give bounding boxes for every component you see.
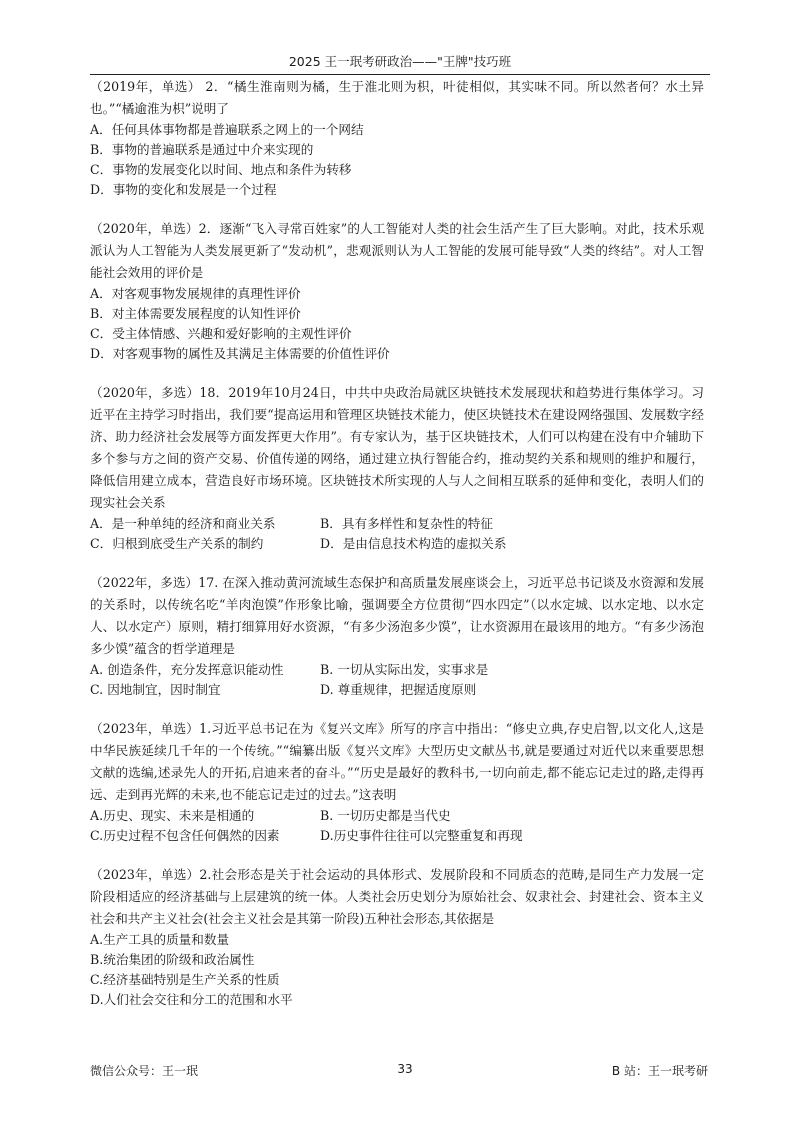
question-stem: （2022年，多选）17. 在深入推动黄河流域生态保护和高质量发展座谈会上，习近平总书记谈及水资源和发展的关系时，以传统名吃“羊肉泡馍”作形象比喻，强调要全方位贯彻“四水四定”（以水定城、以水定地、以水定人、以水定产）原则，精打细算用好水资源，“有多少汤泡多少馍”，让水资源用在最该用的地方。“有多少汤泡多少馍”蕴含的哲学道理是 [90,575,704,656]
page-footer [90,1062,708,1079]
page-number: 33 [397,1062,413,1076]
question-stem: （2023年，单选）1.习近平总书记在为《复兴文库》所写的序言中指出：“修史立典,存史启智,以文化人,这是中华民族延续几千年的一个传统。”“编纂出版《复兴文库》大型历史文献丛书,就是要通过对近代以来重要思想文献的选编,述录先人的开拓,启迪来者的奋斗。”“历史是最好的教科书,一切向前走,都不能忘记走过的路,走得再远、走到再光辉的未来,也不能忘记走过的过去。”这表明 [90,721,704,802]
option-d: D.历史事件往往可以完整重复和再现 [320,828,523,843]
option-a: A．任何具体事物都是普遍联系之网上的一个网结 [90,122,364,137]
option-row [90,514,704,534]
question-3 [90,382,704,554]
option-row [90,660,704,680]
question-1 [90,76,704,200]
option-row [90,806,704,826]
option-d: D．事物的变化和发展是一个过程 [90,182,277,197]
option-c: C.历史过程不包含任何偶然的因素 [90,828,280,843]
option-d: D．对客观事物的属性及其满足主体需要的价值性评价 [90,346,390,361]
option-c: C. 因地制宜，因时制宜 [90,682,221,697]
option-c: C．受主体情感、兴趣和爱好影响的主观性评价 [90,326,352,341]
footer-bilibili: B 站：王一珉考研 [611,1064,708,1078]
option-a: A.生产工具的质量和数量 [90,932,230,947]
option-row [90,534,704,554]
page-header: 2025 王一珉考研政治——"王牌"技巧班 [90,52,710,75]
option-d: D.人们社会交往和分工的范围和水平 [90,992,293,1007]
option-d: D．是由信息技术构造的虚拟关系 [320,536,507,551]
option-c: C．事物的发展变化以时间、地点和条件为转移 [90,162,352,177]
option-b: B.统治集团的阶级和政治属性 [90,952,255,967]
option-b: B．具有多样性和复杂性的特征 [320,516,493,531]
question-2 [90,218,704,364]
question-list [90,76,704,1028]
option-row [90,826,704,846]
question-stem: （2019年，单选） 2．“橘生淮南则为橘，生于淮北则为枳，叶徒相似，其实味不同。所以然者何？水土异也。”“橘逾淮为枳”说明了 [90,79,704,116]
question-stem: （2020年，单选）2．逐渐“飞入寻常百姓家”的人工智能对人类的社会生活产生了巨大影响。对此，技术乐观派认为人工智能为人类发展更新了“发动机”，悲观派则认为人工智能的发展可能导致“人类的终结”。对人工智能社会效用的评价是 [90,221,704,280]
option-a: A.历史、现实、未来是相通的 [90,808,255,823]
option-row [90,680,704,700]
question-6 [90,864,704,1010]
option-a: A. 创造条件，充分发挥意识能动性 [90,662,284,677]
option-a: A．是一种单纯的经济和商业关系 [90,516,276,531]
option-a: A．对客观事物发展规律的真理性评价 [90,286,301,301]
option-b: B. 一切从实际出发，实事求是 [320,662,489,677]
option-b: B. 一切历史都是当代史 [320,808,451,823]
option-b: B．事物的普遍联系是通过中介来实现的 [90,142,314,157]
question-stem: （2023年，单选）2.社会形态是关于社会运动的具体形式、发展阶段和不同质态的范畴,是同生产力发展一定阶段相适应的经济基础与上层建筑的统一体。人类社会历史划分为原始社会、奴隶社会、封建社会、资本主义社会和共产主义社会(社会主义社会是其第一阶段)五种社会形态,其依据是 [90,867,704,926]
footer-wechat: 微信公众号：王一珉 [90,1064,199,1078]
question-5 [90,718,704,846]
option-c: C.经济基础特别是生产关系的性质 [90,972,280,987]
question-stem: （2020年，多选）18．2019年10月24日，中共中央政治局就区块链技术发展现状和趋势进行集体学习。习近平在主持学习时指出，我们要“提高运用和管理区块链技术能力，使区块链技术在建设网络强国、发展数字经济、助力经济社会发展等方面发挥更大作用”。有专家认为，基于区块链技术，人们可以构建在没有中介辅助下多个参与方之间的资产交易、价值传递的网络，通过建立执行智能合约，推动契约关系和规则的维护和履行，降低信用建立成本，营造良好市场环境。区块链技术所实现的人与人之间相互联系的延伸和变化，表明人们的现实社会关系 [90,385,704,510]
option-b: B．对主体需要发展程度的认知性评价 [90,306,301,321]
option-d: D. 尊重规律，把握适度原则 [320,682,477,697]
option-c: C．归根到底受生产关系的制约 [90,536,264,551]
question-4 [90,572,704,700]
